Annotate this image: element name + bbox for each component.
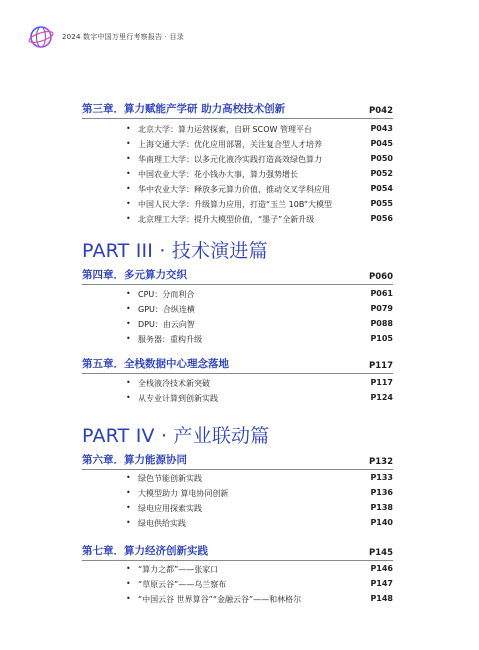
- chapter-7-items: [82, 561, 393, 606]
- toc-item[interactable]: [82, 375, 393, 390]
- item-page: P079: [370, 304, 393, 313]
- chapter-title: 第四章．多元算力交织: [82, 269, 187, 281]
- chapter-page: P117: [369, 361, 393, 371]
- chapter-5-heading[interactable]: [82, 355, 393, 374]
- item-page: P133: [370, 473, 393, 482]
- toc-item[interactable]: [82, 181, 393, 196]
- report-header: [28, 24, 184, 50]
- toc-item[interactable]: [82, 301, 393, 316]
- chapter-6-heading[interactable]: [82, 451, 393, 470]
- bullet: •: [126, 334, 131, 343]
- chapter-title: 第三章．算力赋能产学研 助力高校技术创新: [82, 103, 286, 115]
- bullet: •: [126, 473, 131, 482]
- toc-item[interactable]: [82, 576, 393, 591]
- toc-item[interactable]: [82, 151, 393, 166]
- bullet: •: [126, 169, 131, 178]
- item-label: DPU：由云向智: [138, 320, 195, 329]
- bullet: •: [126, 199, 131, 208]
- item-page: P055: [370, 199, 393, 208]
- bullet: •: [126, 319, 131, 328]
- bullet: •: [126, 579, 131, 588]
- bullet: •: [126, 378, 131, 387]
- toc-item[interactable]: [82, 561, 393, 576]
- chapter-title: 第六章．算力能源协同: [82, 454, 187, 466]
- toc-item[interactable]: [82, 591, 393, 606]
- bullet: •: [126, 289, 131, 298]
- header-title: 2024 数字中国万里行考察报告 · 目录: [62, 33, 184, 41]
- item-label: 服务器：重构升级: [138, 335, 202, 344]
- toc-item[interactable]: [82, 211, 393, 226]
- item-label: 上海交通大学：优化应用部署，关注复合型人才培养: [138, 140, 322, 149]
- chapter-4-items: [82, 286, 393, 346]
- item-label: 大模型助力 算电协同创新: [138, 489, 229, 498]
- item-page: P148: [370, 594, 393, 603]
- toc-item[interactable]: [82, 136, 393, 151]
- toc-item[interactable]: [82, 121, 393, 136]
- item-label: 全栈液冷技术新突破: [138, 379, 210, 388]
- chapter-6-items: [82, 470, 393, 530]
- item-label: 从专业计算到创新实践: [138, 394, 218, 403]
- item-page: P045: [370, 139, 393, 148]
- part-4-title: PART IV · 产业联动篇: [82, 425, 270, 447]
- item-page: P117: [370, 378, 393, 387]
- bullet: •: [126, 594, 131, 603]
- bullet: •: [126, 214, 131, 223]
- item-label: 绿色节能创新实践: [138, 474, 202, 483]
- item-page: P138: [370, 503, 393, 512]
- item-label: 中国人民大学：升级算力应用，打造“玉兰 10B”大模型: [138, 200, 333, 209]
- chapter-title: 第五章．全栈数据中心理念落地: [82, 358, 229, 370]
- bullet: •: [126, 393, 131, 402]
- part-3-title: PART III · 技术演进篇: [82, 240, 268, 262]
- toc-item[interactable]: [82, 470, 393, 485]
- item-page: P054: [370, 184, 393, 193]
- item-page: P056: [370, 214, 393, 223]
- chapter-5-items: [82, 375, 393, 405]
- item-page: P140: [370, 518, 393, 527]
- bullet: •: [126, 154, 131, 163]
- bullet: •: [126, 184, 131, 193]
- item-label: 华中农业大学：释放多元算力价值，推动交叉学科应用: [138, 185, 330, 194]
- item-label: “算力之都”——张家口: [138, 565, 219, 574]
- bullet: •: [126, 139, 131, 148]
- chapter-3-items: [82, 121, 393, 226]
- toc-item[interactable]: [82, 286, 393, 301]
- item-label: 华南理工大学：以多元化液冷实践打造高效绿色算力: [138, 155, 322, 164]
- item-label: “中国云谷 世界算谷”“金融云谷”——和林格尔: [138, 595, 302, 604]
- chapter-page: P132: [369, 457, 393, 467]
- chapter-7-heading[interactable]: [82, 542, 393, 561]
- item-page: P088: [370, 319, 393, 328]
- item-page: P136: [370, 488, 393, 497]
- item-label: 中国农业大学：花小钱办大事，算力强势增长: [138, 170, 298, 179]
- chapter-4-heading[interactable]: [82, 266, 393, 285]
- bullet: •: [126, 518, 131, 527]
- toc-item[interactable]: [82, 166, 393, 181]
- chapter-title: 第七章．算力经济创新实践: [82, 545, 208, 557]
- item-label: “草原云谷”——乌兰察布: [138, 580, 227, 589]
- toc-item[interactable]: [82, 500, 393, 515]
- chapter-page: P145: [369, 548, 393, 558]
- bullet: •: [126, 304, 131, 313]
- chapter-page: P060: [369, 272, 393, 282]
- item-label: 北京理工大学：提升大模型价值，“墨子”全新升级: [138, 215, 315, 224]
- item-page: P147: [370, 579, 393, 588]
- bullet: •: [126, 488, 131, 497]
- item-label: 绿电应用探索实践: [138, 504, 202, 513]
- item-label: 绿电供给实践: [138, 519, 186, 528]
- item-page: P061: [370, 289, 393, 298]
- toc-item[interactable]: [82, 196, 393, 211]
- item-label: 北京大学：算力运营探索，自研 SCOW 管理平台: [138, 125, 312, 134]
- bullet: •: [126, 124, 131, 133]
- item-page: P105: [370, 334, 393, 343]
- bullet: •: [126, 503, 131, 512]
- item-label: GPU：合纵连横: [138, 305, 195, 314]
- chapter-page: P042: [369, 106, 393, 116]
- globe-logo-icon: [28, 24, 54, 50]
- bullet: •: [126, 564, 131, 573]
- item-page: P052: [370, 169, 393, 178]
- item-page: P124: [370, 393, 393, 402]
- item-page: P050: [370, 154, 393, 163]
- toc-item[interactable]: [82, 316, 393, 331]
- item-page: P146: [370, 564, 393, 573]
- toc-item[interactable]: [82, 485, 393, 500]
- toc-item[interactable]: [82, 331, 393, 346]
- toc-item[interactable]: [82, 515, 393, 530]
- item-page: P043: [370, 124, 393, 133]
- chapter-3-heading[interactable]: [82, 100, 393, 119]
- item-label: CPU：分而利合: [138, 290, 195, 299]
- toc-item[interactable]: [82, 390, 393, 405]
